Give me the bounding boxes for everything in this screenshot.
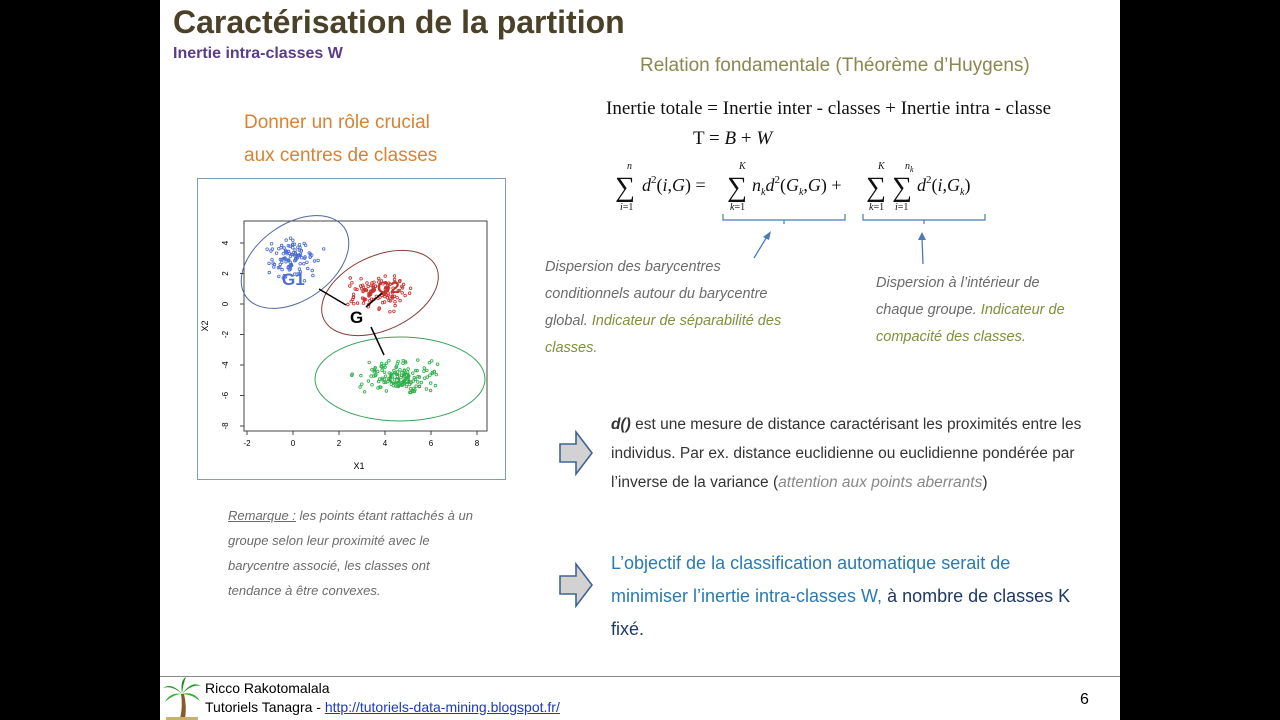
y-tick-label: -4 (221, 361, 230, 369)
note-within-dispersion (876, 270, 1086, 351)
eq-plus: + (736, 128, 757, 149)
data-point (363, 391, 366, 394)
note-between-text: Dispersion des barycentres conditionnels autour du barycentre global. (545, 259, 768, 329)
data-point (408, 292, 411, 295)
data-point (359, 386, 362, 389)
data-point (426, 369, 429, 372)
equation-t-b-w (693, 128, 772, 150)
distance-warning: attention aux points aberrants (778, 474, 983, 491)
data-point (426, 376, 429, 379)
svg-text:nk: $n_k$ (905, 161, 914, 174)
data-point (399, 299, 402, 302)
svg-text:i=1: i=1 (620, 202, 634, 213)
data-point (415, 385, 418, 388)
data-point (385, 362, 388, 365)
data-point (281, 261, 284, 264)
y-tick-label: 0 (221, 301, 230, 307)
data-point (307, 267, 310, 270)
link-g-g3 (371, 327, 384, 355)
data-point (297, 246, 300, 249)
note-between-indicator: Indicateur de séparabilité des classes. (545, 313, 782, 356)
data-point (384, 375, 387, 378)
data-point (433, 370, 436, 373)
svg-text:d2(i,G) =: $d^2(i,G)$ = (642, 174, 706, 195)
y-axis-label: X2 (200, 320, 210, 332)
data-point (353, 302, 356, 305)
data-point (413, 390, 416, 393)
relation-title: Relation fondamentale (Théorème d’Huygens) (640, 55, 1030, 76)
data-point (429, 382, 432, 385)
data-point (404, 294, 407, 297)
footer-divider (160, 676, 1120, 677)
eq-b: B (724, 128, 737, 149)
data-point (430, 360, 433, 363)
data-point (418, 385, 421, 388)
brace-within (863, 214, 985, 220)
data-point (412, 372, 415, 375)
role-line-2: aux centres de classes (244, 145, 438, 166)
svg-text:k=1: k=1 (869, 202, 885, 213)
data-point (414, 378, 417, 381)
x-tick-label: 6 (428, 439, 434, 448)
data-point (292, 239, 295, 242)
data-point (376, 370, 379, 373)
data-point (299, 262, 302, 265)
data-point (423, 367, 426, 370)
data-point (288, 252, 291, 255)
x-tick-label: 0 (290, 439, 296, 448)
data-point (389, 311, 392, 314)
label-g3: G3 (388, 369, 411, 388)
role-caption (244, 106, 437, 172)
data-point (317, 259, 320, 262)
data-point (273, 266, 276, 269)
data-point (393, 310, 396, 313)
data-point (394, 300, 397, 303)
data-point (313, 260, 316, 263)
data-point (359, 285, 362, 288)
arrow-right-icon (558, 430, 594, 476)
data-point (412, 380, 415, 383)
data-point (388, 359, 391, 362)
data-point (283, 247, 286, 250)
data-point (347, 303, 350, 306)
x-axis-ticks (243, 431, 479, 448)
brace-between (723, 214, 845, 220)
data-point (356, 302, 359, 305)
x-tick-label: 8 (474, 439, 480, 448)
data-point (298, 243, 301, 246)
y-tick-label: -2 (221, 330, 230, 339)
equation-huygens-sum (615, 160, 995, 216)
data-point (425, 388, 428, 391)
footer-site (205, 699, 560, 715)
data-point (367, 285, 370, 288)
data-point (429, 389, 432, 392)
data-point (377, 380, 380, 383)
data-point (420, 381, 423, 384)
distance-close: ) (982, 474, 988, 491)
data-point (402, 359, 405, 362)
palm-tree-logo-icon (162, 676, 202, 720)
data-point (352, 293, 355, 296)
remark-text: les points étant rattachés à un groupe selon leur proximité avec le barycentre associé, les classes ont tendance à être convexes. (228, 508, 473, 598)
role-line-1: Donner un rôle crucial (244, 112, 430, 133)
eq-w: W (756, 128, 773, 149)
plot-area (244, 221, 487, 431)
data-point (271, 248, 274, 251)
x-tick-label: -2 (243, 439, 251, 448)
data-point (306, 261, 309, 264)
svg-text:∑: ∑ (866, 172, 886, 203)
data-point (266, 248, 269, 251)
y-tick-label: -8 (221, 422, 230, 430)
data-point (282, 252, 285, 255)
page-subtitle: Inertie intra-classes W (173, 45, 343, 62)
data-point (275, 252, 278, 255)
data-point (361, 287, 364, 290)
y-axis-ticks (221, 240, 244, 429)
y-tick-label: -6 (221, 391, 230, 400)
data-point (362, 302, 365, 305)
data-point (434, 384, 437, 387)
svg-text:K: K (739, 161, 746, 172)
data-point (270, 242, 273, 245)
data-point (383, 371, 386, 374)
data-point (423, 377, 426, 380)
svg-text:k=1: k=1 (730, 202, 746, 213)
data-point (350, 300, 353, 303)
data-point (409, 287, 412, 290)
data-point (278, 275, 281, 278)
data-point (417, 381, 420, 384)
data-point (289, 237, 292, 240)
data-point (401, 292, 404, 295)
data-point (370, 298, 373, 301)
svg-text:∑: ∑ (727, 172, 747, 203)
data-point (384, 366, 387, 369)
x-tick-label: 2 (336, 439, 342, 448)
data-point (384, 275, 387, 278)
page-title: Caractérisation de la partition (173, 4, 625, 40)
data-point (298, 249, 301, 252)
data-point (394, 304, 397, 307)
footer-site-label: Tutoriels Tanagra - (205, 699, 325, 715)
svg-text:∑: ∑ (615, 172, 635, 203)
eq-t: T = (693, 128, 725, 149)
label-g1: G1 (282, 270, 305, 289)
note-within-text: Dispersion à l’intérieur de chaque groupe. (876, 275, 1040, 318)
svg-text:K: K (878, 161, 885, 172)
distance-text: est une mesure de distance caractérisant les proximités entre les individus. Par ex. distance euclidienne ou euclidienne pondérée par l’inverse de la variance ( (611, 416, 1082, 491)
objective-main: L’objectif de la classification automatique serait de minimiser l’inertie intra-classes W, (611, 553, 1011, 606)
data-point (280, 246, 283, 249)
data-point (367, 380, 370, 383)
data-point (349, 285, 352, 288)
data-point (381, 301, 384, 304)
data-point (417, 359, 420, 362)
equation-inertia-words: Inertie totale = Inertie inter - classes + Inertie intra - classe (606, 98, 1052, 119)
objective-end: . (639, 619, 645, 639)
data-point (303, 262, 306, 265)
data-point (291, 246, 294, 249)
data-point (385, 390, 388, 393)
scatter-plot-frame (197, 178, 506, 480)
data-point (303, 242, 306, 245)
remark (228, 503, 478, 603)
data-point (291, 244, 294, 247)
footer-author: Ricco Rakotomalala (205, 680, 330, 696)
label-g: G (350, 308, 364, 327)
svg-text:i=1: i=1 (895, 202, 909, 213)
label-g2: G2 (377, 278, 400, 297)
remark-label: Remarque : (228, 508, 296, 523)
data-point (381, 369, 384, 372)
objective-statement (611, 547, 1081, 646)
note-within-indicator: Indicateur de compacité des classes. (876, 302, 1065, 345)
data-point (349, 277, 352, 280)
y-tick-label: 2 (221, 271, 230, 276)
data-point (435, 373, 438, 376)
data-point (310, 254, 313, 257)
data-point (311, 269, 314, 272)
svg-text:nkd2(Gk,G) +: $n_kd^2(G_k,G)$ + (752, 174, 842, 198)
data-point (271, 258, 274, 261)
data-point (360, 277, 363, 280)
data-point (397, 360, 400, 363)
svg-text:d2(i,Gk): $d^2(i,G_k)$ (917, 174, 971, 198)
data-point (366, 282, 369, 285)
x-tick-label: 4 (382, 439, 388, 448)
objective-constraint: à nombre de classes K fixé (611, 586, 1071, 639)
data-point (436, 363, 439, 366)
x-axis-label: X1 (353, 461, 365, 471)
data-point (351, 282, 354, 285)
footer-url-link[interactable]: http://tutoriels-data-mining.blogspot.fr/ (324, 699, 560, 715)
data-point (322, 248, 325, 251)
page-number: 6 (1080, 691, 1089, 708)
scatter-plot (198, 179, 505, 479)
svg-text:n: n (627, 161, 632, 172)
data-point (368, 361, 371, 364)
data-point (361, 383, 364, 386)
data-point (268, 271, 271, 274)
distance-definition (611, 410, 1106, 497)
pointer-arrow-within (922, 238, 923, 264)
data-point (356, 288, 359, 291)
distance-symbol: d() (611, 416, 631, 433)
data-point (371, 383, 374, 386)
data-point (268, 262, 271, 265)
data-point (294, 249, 297, 252)
data-point (402, 283, 405, 286)
y-tick-label: 4 (221, 240, 230, 246)
svg-text:∑: ∑ (892, 172, 912, 203)
data-point (285, 239, 288, 242)
slide (160, 0, 1120, 720)
link-g-g1 (319, 289, 346, 305)
data-point (312, 274, 315, 277)
data-point (380, 362, 383, 365)
data-point (360, 374, 363, 377)
data-point (423, 370, 426, 373)
note-between-dispersion (545, 254, 795, 362)
data-point (393, 275, 396, 278)
arrow-right-icon (558, 562, 594, 608)
